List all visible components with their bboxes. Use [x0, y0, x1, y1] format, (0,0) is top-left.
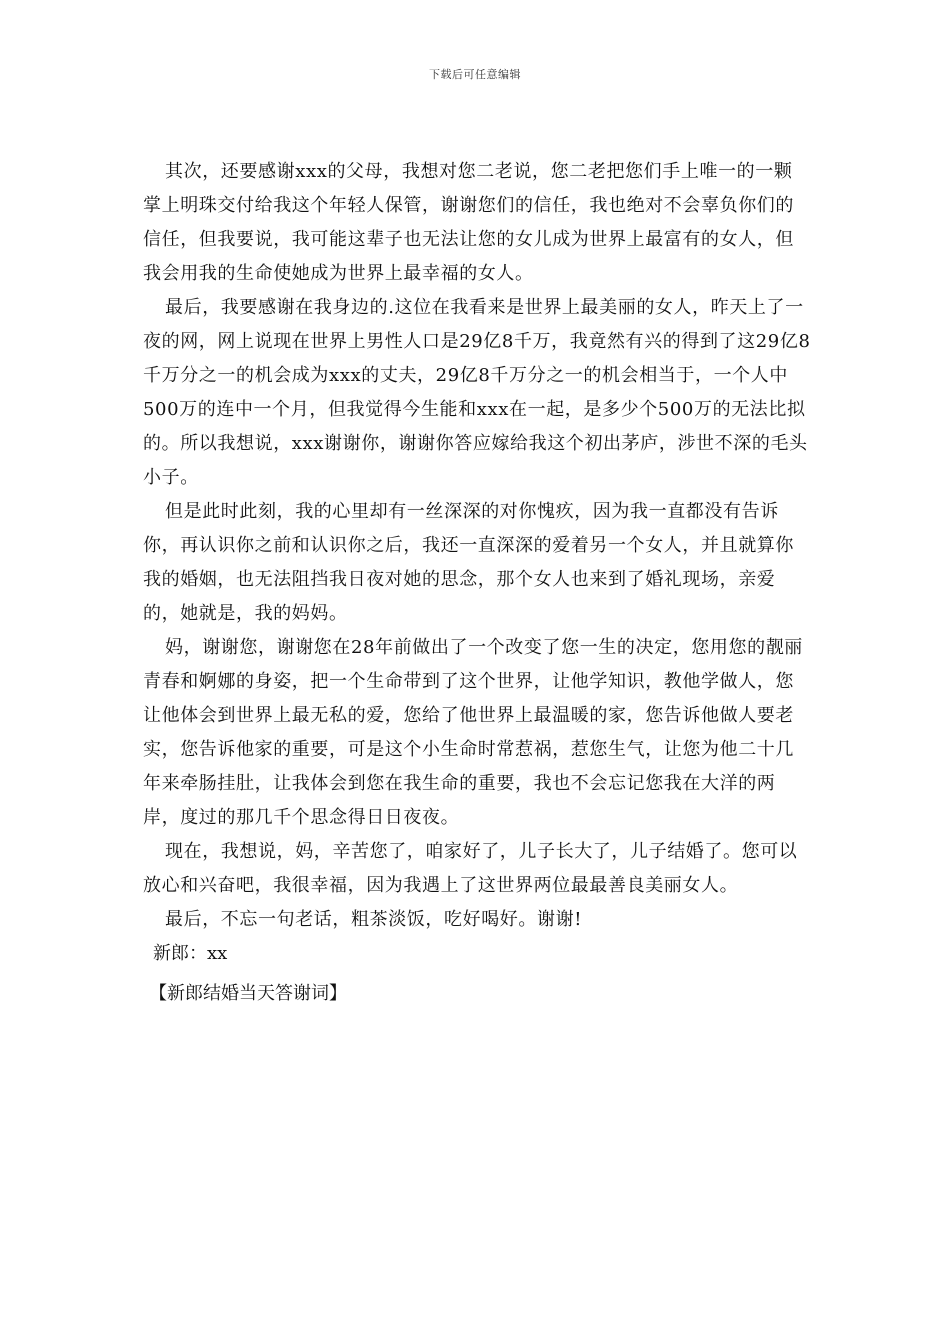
closing-title: 【新郎结婚当天答谢词】 [149, 983, 347, 1004]
page-header: 下载后可任意编辑 [429, 68, 521, 81]
signature: 新郎：xx [153, 943, 228, 964]
paragraph-thanks-mother: 妈，谢谢您，谢谢您在28年前做出了一个改变了您一生的决定，您用您的靓丽青春和婀娜的身姿，把一个生命带到了这个世界，让他学知识，教他学做人，您让他体会到世界上最无私的爱，您给了他世界上最温暖的家，您告诉他做人要老实，您告诉他家的重要，可是这个小生命时常惹祸，惹您生气，让您为他二十几年来牵肠挂肚，让我体会到您在我生命的重要，我也不会忘记您我在大洋的两岸，度过的那几千个思念得日日夜夜。 [143, 637, 803, 828]
paragraph-confession: 但是此时此刻，我的心里却有一丝深深的对你愧疚，因为我一直都没有告诉你，再认识你之前和认识你之后，我还一直深深的爱着另一个女人，并且就算你我的婚姻，也无法阻挡我日夜对她的思念，那个女人也来到了婚礼现场，亲爱的，她就是，我的妈妈。 [143, 501, 794, 624]
paragraph-thanks-bride: 最后，我要感谢在我身边的.这位在我看来是世界上最美丽的女人，昨天上了一夜的网，网上说现在世界上男性人口是29亿8千万，我竟然有兴的得到了这29亿8千万分之一的机会成为xxx的丈夫，29亿8千万分之一的机会相当于，一个人中500万的连中一个月，但我觉得今生能和xxx在一起，是多少个500万的无法比拟的。所以我想说，xxx谢谢你，谢谢你答应嫁给我这个初出茅庐，涉世不深的毛头小子。 [143, 297, 811, 488]
paragraph-thanks-parents: 其次，还要感谢xxx的父母，我想对您二老说，您二老把您们手上唯一的一颗掌上明珠交付给我这个年轻人保管，谢谢您们的信任，我也绝对不会辜负你们的信任，但我要说，我可能这辈子也无法让您的女儿成为世界上最富有的女人，但我会用我的生命使她成为世界上最幸福的女人。 [143, 161, 794, 284]
document-body [143, 155, 811, 1011]
paragraph-now: 现在，我想说，妈，辛苦您了，咱家好了，儿子长大了，儿子结婚了。您可以放心和兴奋吧，我很幸福，因为我遇上了这世界两位最最善良美丽女人。 [143, 841, 798, 896]
paragraph-closing: 最后，不忘一句老话，粗茶淡饭，吃好喝好。谢谢! [165, 909, 583, 930]
